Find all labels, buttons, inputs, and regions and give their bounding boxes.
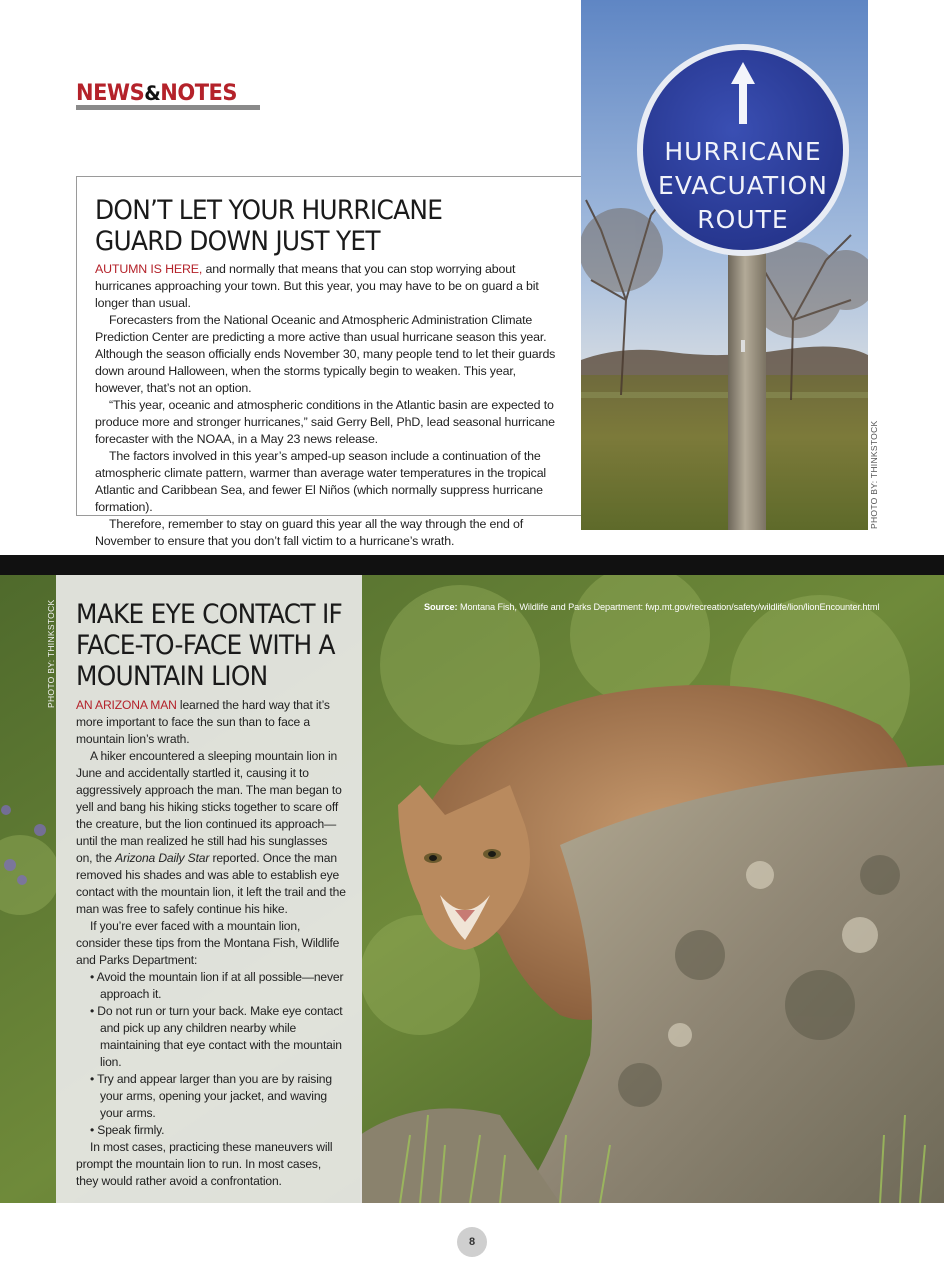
lion-tip-list bbox=[90, 969, 346, 1139]
section-masthead bbox=[76, 80, 260, 110]
source-text: Montana Fish, Wildlife and Parks Department: fwp.mt.gov/recreation/safety/wildlife/lion/lionEncounter.html bbox=[457, 602, 880, 612]
masthead-notes: NOTES bbox=[160, 80, 238, 106]
masthead-news: NEWS bbox=[76, 80, 145, 106]
page-number: 8 bbox=[457, 1227, 487, 1257]
lion-article bbox=[56, 575, 362, 1203]
hurricane-photo-credit: PHOTO BY: THINKSTOCK bbox=[869, 420, 879, 529]
hurricane-paragraph: “This year, oceanic and atmospheric conditions in the Atlantic basin are expected to produce more and stronger hurricanes,” said Gerry Bell, PhD, lead seasonal hurricane forecaster with the NOAA, in a May 23 news release. bbox=[95, 398, 555, 446]
lion-body bbox=[76, 697, 346, 1190]
hurricane-paragraph: AUTUMN IS HERE, and normally that means that you can stop worrying about hurricanes approaching your town. But this year, you may have to be on guard a bit longer than usual. bbox=[95, 262, 539, 310]
hurricane-paragraph: Forecasters from the National Oceanic and Atmospheric Administration Climate Prediction Center are predicting a more active than usual hurricane season this year. Although the season officially ends November 30, many people tend to let their guards down around Halloween, when the storms typically begin to weaken. This year, however, that’s not an option. bbox=[95, 313, 556, 395]
sign-line-2: EVACUATION bbox=[658, 171, 828, 200]
sign-line-3: ROUTE bbox=[697, 205, 789, 234]
lion-lead-in: AN ARIZONA MAN bbox=[76, 698, 177, 712]
hurricane-sign-photo bbox=[581, 0, 868, 530]
lion-paragraph: If you’re ever faced with a mountain lion, consider these tips from the Montana Fish, Wildlife and Parks Department: bbox=[76, 919, 340, 967]
hurricane-paragraph: The factors involved in this year’s amped-up season include a continuation of the atmospheric climate pattern, warmer than average water temperatures in the tropical Atlantic and Caribbean Sea, and fewer El Niños (which normally suppress hurricane formation). bbox=[95, 449, 547, 514]
hurricane-sign bbox=[637, 44, 849, 256]
source-label: Source: bbox=[424, 602, 458, 612]
lion-paragraph: In most cases, practicing these maneuvers will prompt the mountain lion to run. In most cases, they would rather avoid a confrontation. bbox=[76, 1140, 333, 1188]
masthead-title bbox=[76, 80, 260, 106]
sign-line-1: HURRICANE bbox=[664, 137, 822, 166]
lion-tip: • Try and appear larger than you are by raising your arms, opening your jacket, and waving your arms. bbox=[90, 1071, 346, 1122]
section-divider bbox=[0, 555, 944, 575]
hurricane-lead-in: AUTUMN IS HERE, bbox=[95, 262, 203, 276]
lion-tip: • Speak firmly. bbox=[90, 1122, 346, 1139]
masthead-ampersand: & bbox=[144, 82, 161, 106]
hurricane-headline: DON’T LET YOUR HURRICANE GUARD DOWN JUST YET bbox=[95, 195, 443, 257]
lion-headline: MAKE EYE CONTACT IF FACE-TO-FACE WITH A MOUNTAIN LION bbox=[76, 599, 343, 692]
lion-tip: • Do not run or turn your back. Make eye contact and pick up any children nearby while maintaining that eye contact with the mountain lion. bbox=[90, 1003, 346, 1071]
hurricane-article bbox=[76, 176, 582, 548]
lion-paragraph: AN ARIZONA MAN learned the hard way that it’s more important to face the sun than to face a mountain lion’s wrath. bbox=[76, 698, 330, 746]
lion-photo-credit: PHOTO BY: THINKSTOCK bbox=[46, 599, 56, 708]
lion-paragraph: A hiker encountered a sleeping mountain lion in June and accidentally startled it, causing it to aggressively approach the man. The man began to yell and bang his hiking sticks together to scare off the creature, but the lion continued its approach—until the man realized he still had his sunglasses on, the Arizona Daily Star reported. Once the man removed his shades and was able to establish eye contact with the mountain lion, it left the trail and the man was free to safely continue his hike. bbox=[76, 749, 346, 916]
lion-tip: • Avoid the mountain lion if at all possible—never approach it. bbox=[90, 969, 346, 1003]
lion-source bbox=[424, 602, 924, 612]
hurricane-body bbox=[95, 261, 563, 550]
hurricane-paragraph: Therefore, remember to stay on guard this year all the way through the end of November to ensure that you don’t fall victim to a hurricane’s wrath. bbox=[95, 517, 524, 548]
